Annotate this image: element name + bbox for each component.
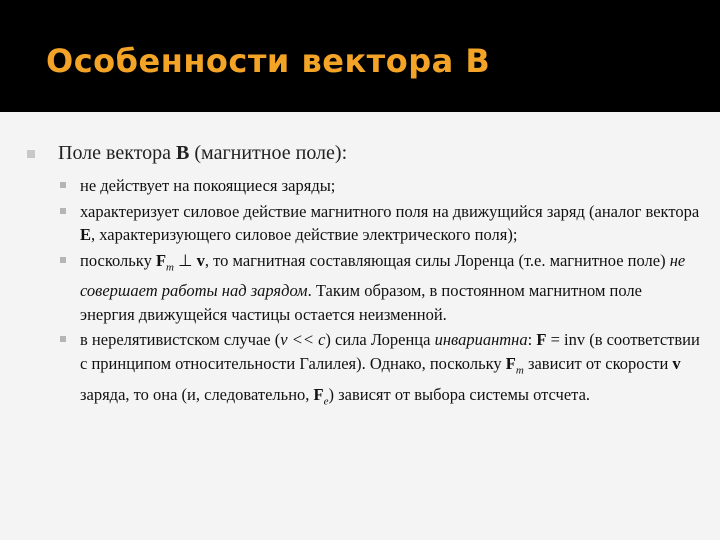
slide-title: Особенности вектора B: [46, 42, 491, 80]
square-bullet-icon: [60, 208, 66, 214]
main-heading: Поле вектора B (магнитное поле):: [58, 142, 348, 164]
list-item: в нерелятивистском случае (v << c) сила Лоренца инвариантна: F = inv (в соответствии с принципом относительности Галилея). Однако, поскольку $F_m$ зависит от скорости v заряда, то она (и, следовательно, $F_e$) зависят от выбора системы отсчета.: [80, 328, 700, 413]
list-item: характеризует силовое действие магнитного поля на движущийся заряд (аналог вектора E, характеризующего силовое действие электрического поля);: [80, 200, 700, 247]
square-bullet-icon: [60, 257, 66, 263]
list-item: поскольку $F_m$ ⊥ v, то магнитная составляющая силы Лоренца (т.е. магнитное поле) не совершает работы над зарядом. Таким образом, в постоянном магнитном поле энергия движущейся частицы остается неизменной.: [80, 249, 700, 327]
list-item: не действует на покоящиеся заряды;: [80, 174, 700, 198]
sub-bullet-list: [0, 174, 720, 415]
square-bullet-icon: [27, 150, 35, 158]
square-bullet-icon: [60, 336, 66, 342]
square-bullet-icon: [60, 182, 66, 188]
title-band: [0, 0, 720, 112]
